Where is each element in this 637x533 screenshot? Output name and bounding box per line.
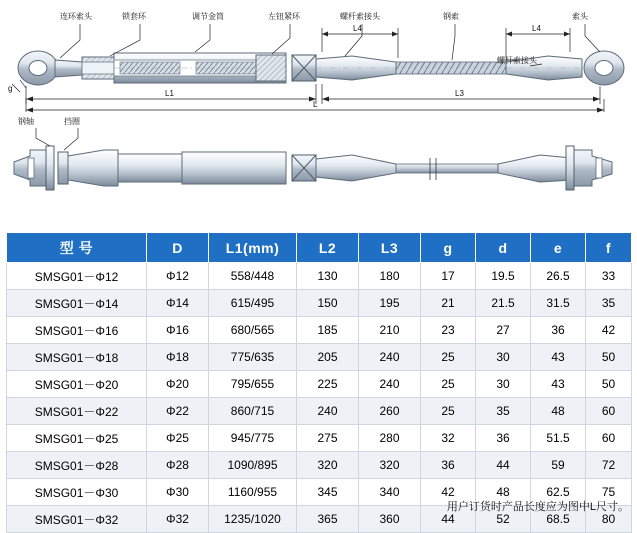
cell-model: SMSG01－Φ22	[7, 398, 147, 425]
cell-model: SMSG01－Φ32	[7, 506, 147, 533]
col-header-L3: L3	[359, 233, 421, 263]
dim-L1-label: L1	[165, 89, 174, 98]
cell-L3: 280	[359, 425, 421, 452]
cell-L1: 1160/955	[209, 479, 297, 506]
cell-e: 43	[531, 344, 586, 371]
cell-L2: 205	[297, 344, 359, 371]
cell-f: 35	[586, 290, 632, 317]
cell-model: SMSG01－Φ16	[7, 317, 147, 344]
cell-L1: 1235/1020	[209, 506, 297, 533]
dim-L4-left-label: L4	[353, 24, 362, 33]
lower-assembly	[14, 146, 612, 190]
cell-L3: 260	[359, 398, 421, 425]
lbl-gang-suo: 钢索	[443, 12, 459, 21]
col-header-L1: L1(mm)	[209, 233, 297, 263]
specification-table	[6, 232, 632, 533]
col-header-D: D	[147, 233, 209, 263]
cell-L2: 365	[297, 506, 359, 533]
cell-L3: 240	[359, 344, 421, 371]
cell-L2: 130	[297, 263, 359, 290]
cell-e: 48	[531, 398, 586, 425]
cell-D: Φ30	[147, 479, 209, 506]
cell-model: SMSG01－Φ20	[7, 371, 147, 398]
col-header-g: g	[421, 233, 476, 263]
cell-f: 72	[586, 452, 632, 479]
cell-d: 21.5	[476, 290, 531, 317]
cell-L3: 240	[359, 371, 421, 398]
cell-L2: 345	[297, 479, 359, 506]
cell-L3: 320	[359, 452, 421, 479]
cell-D: Φ18	[147, 344, 209, 371]
cell-D: Φ22	[147, 398, 209, 425]
lbl-suo-tao-huan: 锁套环	[122, 12, 146, 21]
lbl-suo-tou: 索头	[572, 12, 588, 21]
cell-d: 27	[476, 317, 531, 344]
cell-L3: 340	[359, 479, 421, 506]
dim-L-label: L	[313, 100, 318, 109]
cell-L2: 240	[297, 398, 359, 425]
table-row	[7, 290, 632, 317]
cell-L2: 320	[297, 452, 359, 479]
cell-f: 60	[586, 425, 632, 452]
table-row	[7, 317, 632, 344]
cell-g: 17	[421, 263, 476, 290]
cell-L1: 795/655	[209, 371, 297, 398]
table-row	[7, 263, 632, 290]
cell-g: 36	[421, 452, 476, 479]
cell-L3: 195	[359, 290, 421, 317]
cell-g: 25	[421, 344, 476, 371]
cell-e: 51.5	[531, 425, 586, 452]
cell-L2: 150	[297, 290, 359, 317]
cell-L2: 185	[297, 317, 359, 344]
cell-D: Φ20	[147, 371, 209, 398]
cell-L1: 945/775	[209, 425, 297, 452]
cell-d: 35	[476, 398, 531, 425]
cell-e: 59	[531, 452, 586, 479]
cell-e: 31.5	[531, 290, 586, 317]
cell-L1: 558/448	[209, 263, 297, 290]
cell-d: 52	[476, 506, 531, 533]
cell-f: 33	[586, 263, 632, 290]
cell-e: 26.5	[531, 263, 586, 290]
cell-g: 44	[421, 506, 476, 533]
cell-d: 30	[476, 344, 531, 371]
lock-nut	[292, 55, 316, 81]
lbl-tiao-jie-jin-tong: 调节金筒	[192, 12, 224, 21]
cell-L1: 860/715	[209, 398, 297, 425]
cell-L1: 1090/895	[209, 452, 297, 479]
cell-f: 80	[586, 506, 632, 533]
cell-g: 25	[421, 371, 476, 398]
cell-e: 36	[531, 317, 586, 344]
lbl-gang-zhou: 钢轴	[18, 117, 34, 126]
cell-model: SMSG01－Φ18	[7, 344, 147, 371]
table-row	[7, 344, 632, 371]
cell-D: Φ12	[147, 263, 209, 290]
cell-model: SMSG01－Φ25	[7, 425, 147, 452]
cell-L1: 775/635	[209, 344, 297, 371]
lbl-luo-gan-suo-jie-tou-2: 螺杆索接头	[497, 56, 537, 65]
cell-d: 36	[476, 425, 531, 452]
footnote: 用户订货时产品长度应为图中L尺寸。	[446, 501, 629, 513]
cell-d: 19.5	[476, 263, 531, 290]
cell-f: 60	[586, 398, 632, 425]
technical-drawing	[0, 0, 637, 228]
callout-leaders-bottom	[36, 128, 78, 150]
lbl-luo-gan-suo-jie-tou: 螺杆索接头	[340, 12, 380, 21]
cell-L3: 210	[359, 317, 421, 344]
cell-d: 48	[476, 479, 531, 506]
cell-g: 25	[421, 398, 476, 425]
cell-L2: 225	[297, 371, 359, 398]
cell-D: Φ32	[147, 506, 209, 533]
cell-L2: 275	[297, 425, 359, 452]
dim-L3-label: L3	[455, 89, 464, 98]
cell-e: 62.5	[531, 479, 586, 506]
cell-model: SMSG01－Φ30	[7, 479, 147, 506]
cell-L3: 180	[359, 263, 421, 290]
cell-g: 42	[421, 479, 476, 506]
cell-f: 50	[586, 371, 632, 398]
table-row	[7, 398, 632, 425]
cell-g: 32	[421, 425, 476, 452]
dim-g-label: g	[8, 84, 13, 93]
col-header-model: 型 号	[7, 233, 147, 263]
col-header-f: f	[586, 233, 632, 263]
cell-d: 30	[476, 371, 531, 398]
cell-L3: 360	[359, 506, 421, 533]
dim-L4-right-label: L4	[532, 24, 541, 33]
cell-f: 75	[586, 479, 632, 506]
col-header-L2: L2	[297, 233, 359, 263]
cell-e: 43	[531, 371, 586, 398]
cell-model: SMSG01－Φ28	[7, 452, 147, 479]
table-row	[7, 371, 632, 398]
cell-D: Φ28	[147, 452, 209, 479]
cell-L1: 615/495	[209, 290, 297, 317]
table-row	[7, 425, 632, 452]
table-header-row	[7, 233, 632, 263]
left-eye-end	[18, 51, 82, 88]
cell-model: SMSG01－Φ14	[7, 290, 147, 317]
lbl-lian-huan-suo-tou: 连环索头	[60, 12, 92, 21]
cell-g: 23	[421, 317, 476, 344]
wire-rope	[396, 62, 506, 74]
lbl-dang-quan: 挡圈	[64, 117, 80, 126]
lbl-zuo-niu-luo-huan: 左钮紧环	[268, 12, 300, 21]
threaded-rod-fitting	[316, 56, 400, 80]
table-row	[7, 452, 632, 479]
socket-sleeve	[82, 57, 114, 79]
cell-f: 50	[586, 344, 632, 371]
cell-D: Φ25	[147, 425, 209, 452]
cell-L1: 680/565	[209, 317, 297, 344]
right-eye-end	[584, 51, 624, 85]
cell-D: Φ16	[147, 317, 209, 344]
col-header-e: e	[531, 233, 586, 263]
cell-e: 68.5	[531, 506, 586, 533]
turnbuckle-barrel	[114, 53, 286, 83]
cell-model: SMSG01－Φ12	[7, 263, 147, 290]
cell-D: Φ14	[147, 290, 209, 317]
cell-f: 42	[586, 317, 632, 344]
dimension-g	[12, 84, 20, 92]
cell-d: 44	[476, 452, 531, 479]
col-header-d: d	[476, 233, 531, 263]
cell-g: 21	[421, 290, 476, 317]
